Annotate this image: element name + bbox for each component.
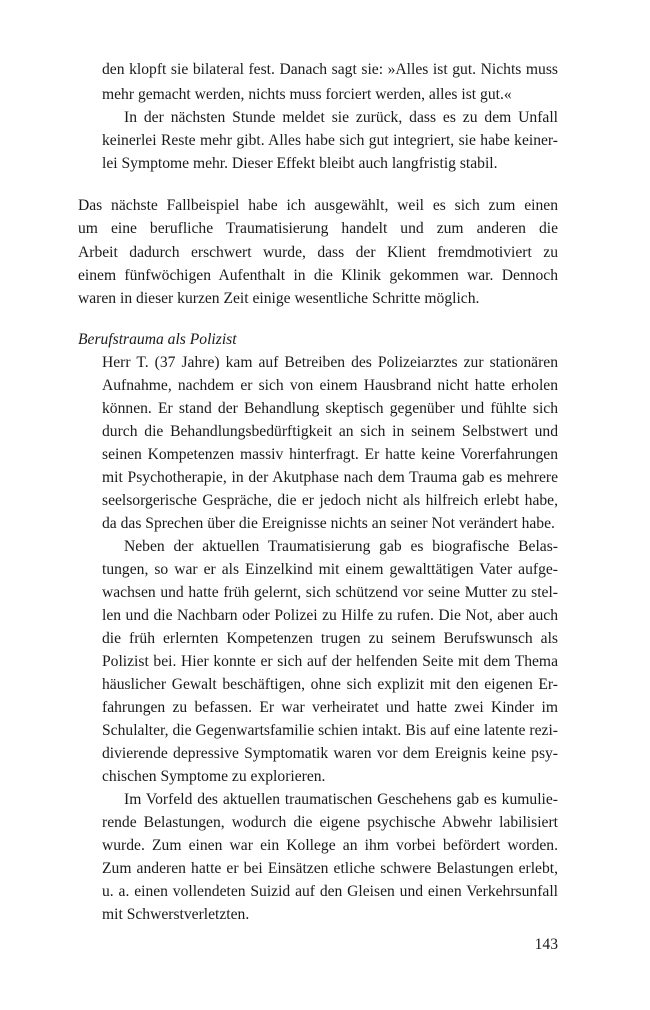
text-line: da das Sprechen über die Ereignisse nichts an seiner Not verändert habe.: [102, 515, 555, 532]
text-line: mit Schwerstverletzten.: [102, 906, 250, 923]
text-line: fahrungen zu befassen. Er war verheiratet und hatte zwei Kinder im: [102, 699, 558, 716]
text-line: um eine berufliche Traumatisierung handelt und zum anderen die: [78, 220, 558, 237]
text-line: die früh erlernten Kompetenzen trugen zu seinem Berufswunsch als: [102, 630, 558, 647]
text-line: wachsen und hatte früh gelernt, sich schützend vor seine Mutter zu stel-: [102, 584, 558, 601]
text-line: Aufnahme, nachdem er sich von einem Hausbrand nicht hatte erholen: [102, 377, 558, 394]
text-line: seinen Kompetenzen massiv hinterfragt. Er hatte keine Vorerfahrungen: [102, 446, 558, 463]
text-line: mehr gemacht werden, nichts muss forciert werden, alles ist gut.«: [102, 86, 512, 103]
text-line: den klopft sie bilateral fest. Danach sagt sie: »Alles ist gut. Nichts muss: [102, 61, 558, 78]
text-line: chischen Symptome zu explorieren.: [102, 768, 326, 785]
text-line: können. Er stand der Behandlung skeptisch gegenüber und fühlte sich: [102, 400, 558, 417]
text-line: In der nächsten Stunde meldet sie zurück, dass es zu dem Unfall: [124, 109, 558, 126]
text-line: seelsorgerische Gespräche, die er jedoch nicht als hilfreich erlebt habe,: [102, 492, 558, 509]
text-line: Schulalter, die Gegenwartsfamilie schien intakt. Bis auf eine latente rezi-: [102, 722, 558, 739]
text-line: durch die Behandlungsbedürftigkeit an sich in seinem Selbstwert und: [102, 423, 558, 440]
section-heading: Berufstrauma als Polizist: [78, 331, 237, 348]
page-number: 143: [534, 936, 558, 953]
text-line: divierende depressive Symptomatik waren vor dem Ereignis keine psy-: [102, 745, 558, 762]
text-line: tungen, so war er als Einzelkind mit einem gewalttätigen Vater aufge-: [102, 561, 558, 578]
text-line: Polizist bei. Hier konnte er sich auf der helfenden Seite mit dem Thema: [102, 653, 558, 670]
text-line: Das nächste Fallbeispiel habe ich ausgewählt, weil es sich zum einen: [78, 197, 558, 214]
text-line: einem fünfwöchigen Aufenthalt in die Klinik gekommen war. Dennoch: [78, 267, 558, 284]
text-line: lei Symptome mehr. Dieser Effekt bleibt auch langfristig stabil.: [102, 155, 498, 172]
text-line: u. a. einen vollendeten Suizid auf den Gleisen und einen Verkehrsunfall: [102, 883, 558, 900]
text-line: häuslicher Gewalt beschäftigen, ohne sich explizit mit den eigenen Er-: [102, 676, 558, 693]
text-line: len und die Nachbarn oder Polizei zu Hilfe zu rufen. Die Not, aber auch: [102, 607, 558, 624]
text-line: Im Vorfeld des aktuellen traumatischen Geschehens gab es kumulie-: [124, 791, 558, 808]
text-line: Arbeit dadurch erschwert wurde, dass der Klient fremdmotiviert zu: [78, 244, 558, 261]
text-line: keinerlei Reste mehr gibt. Alles habe sich gut integriert, sie habe keiner-: [102, 132, 558, 149]
text-line: Herr T. (37 Jahre) kam auf Betreiben des Polizeiarztes zur stationären: [102, 354, 558, 371]
text-line: rende Belastungen, wodurch die eigene psychische Abwehr labilisiert: [102, 814, 558, 831]
text-line: Neben der aktuellen Traumatisierung gab es biografische Belas-: [124, 538, 558, 555]
text-line: waren in dieser kurzen Zeit einige wesentliche Schritte möglich.: [78, 290, 480, 307]
text-line: wurde. Zum einen war ein Kollege an ihm vorbei befördert worden.: [102, 837, 558, 854]
text-line: mit Psychotherapie, in der Akutphase nach dem Trauma gab es mehrere: [102, 469, 558, 486]
text-line: Zum anderen hatte er bei Einsätzen etliche schwere Belastungen erlebt,: [102, 860, 558, 877]
